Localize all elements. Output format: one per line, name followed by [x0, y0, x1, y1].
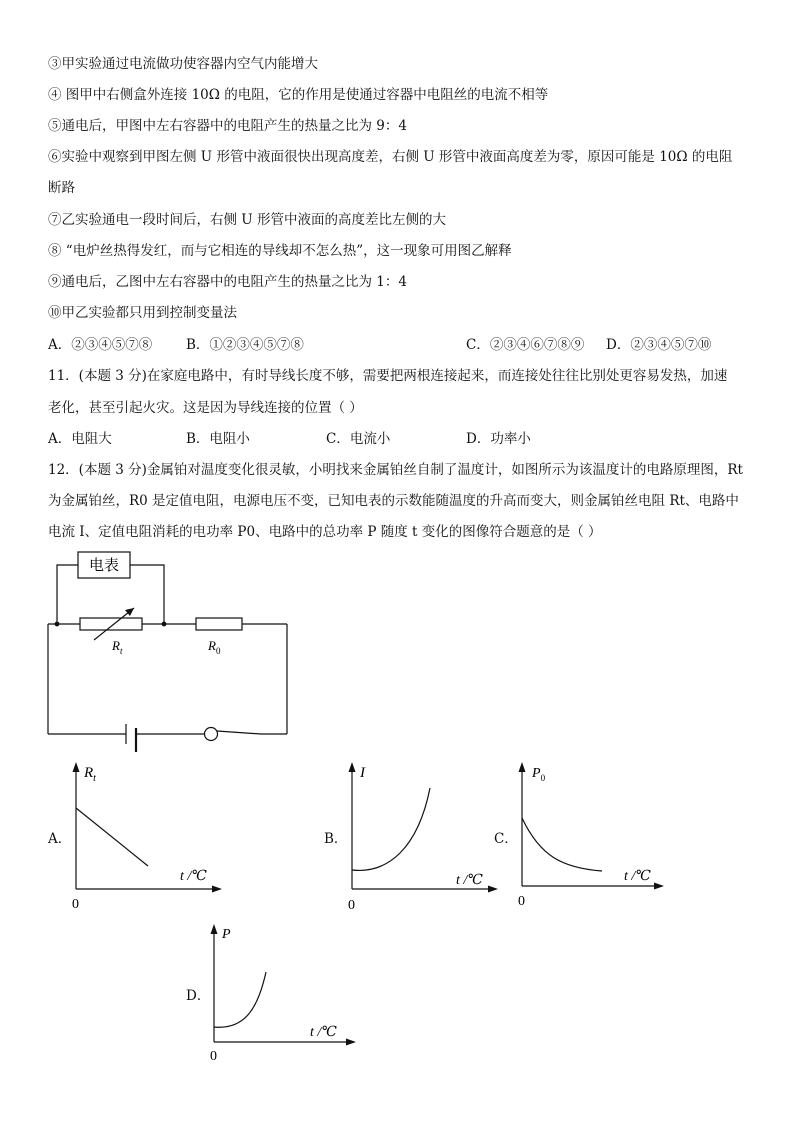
statement-9: ⑨通电后，乙图中左右容器中的电阻产生的热量之比为 1：4 [48, 274, 407, 290]
statement-5: ⑤通电后，甲图中左右容器中的电阻产生的热量之比为 9：4 [48, 118, 407, 134]
svg-text:Rt [111, 638, 123, 656]
graph-b-curve [352, 788, 430, 870]
junction-right [162, 622, 167, 627]
q12-option-d[interactable]: D． [186, 988, 211, 1004]
junction-left [55, 622, 60, 627]
circuit-diagram [40, 548, 300, 753]
graph-d [200, 920, 360, 1065]
switch-pivot [205, 728, 218, 741]
statement-10: ⑩甲乙实验都只用到控制变量法 [48, 305, 237, 321]
rt-resistor [80, 618, 142, 630]
r0-resistor [196, 618, 242, 630]
statement-6: ⑥实验中观察到甲图左侧 U 形管中液面很快出现高度差，右侧 U 形管中液面高度差为零，原因可能是 10Ω 的电阻 [48, 149, 733, 165]
graph-c-curve [522, 818, 602, 871]
r0-label: R [208, 638, 216, 653]
graph-c-xlabel: t /℃ [624, 869, 651, 884]
rt-subscript: t [119, 646, 123, 656]
graph-a [62, 758, 232, 913]
graph-c [510, 758, 670, 913]
statement-3: ③甲实验通过电流做功使容器内空气内能增大 [48, 56, 318, 72]
q11-stem-line2: 老化，甚至引起火灾。这是因为导线连接的位置（ ） [48, 400, 363, 416]
graph-c-ylabel: P [532, 766, 541, 781]
q12-stem-line3: 电流 I、定值电阻消耗的电功率 P0、电路中的总功率 P 随度 t 变化的图像符合题意的是（ ） [48, 524, 602, 540]
q11-option-a[interactable]: A．电阻大 [48, 431, 112, 447]
r0-subscript: 0 [215, 646, 221, 656]
q12-stem-line2: 为金属铂丝，R0 是定值电阻，电源电压不变，已知电表的示数能随温度的升高而变大，则金属铂丝电阻 Rt、电路中 [48, 493, 739, 509]
svg-text:P0 [531, 766, 546, 783]
switch-blade [217, 731, 261, 734]
statement-7: ⑦乙实验通电一段时间后，右侧 U 形管中液面的高度差比左侧的大 [48, 212, 446, 228]
q11-option-c[interactable]: C．电流小 [326, 431, 391, 447]
q12-option-b[interactable]: B． [324, 831, 348, 847]
q12-stem-line1: 12．(本题 3 分)金属铂对温度变化很灵敏，小明找来金属铂丝自制了温度计，如图所示为该温度计的电路原理图，Rt [48, 462, 743, 478]
q10-option-a[interactable]: A．②③④⑤⑦⑧ [48, 337, 153, 353]
statement-4: ④ 图甲中右侧盒外连接 10Ω 的电阻，它的作用是使通过容器中电阻丝的电流不相等 [48, 87, 549, 103]
graph-a-curve [76, 808, 148, 866]
graph-a-xlabel: t /℃ [180, 869, 207, 884]
graph-a-origin: 0 [72, 897, 79, 912]
graph-d-xlabel: t /℃ [310, 1025, 337, 1040]
q10-option-c[interactable]: C．②③④⑥⑦⑧⑨ [466, 337, 585, 353]
graph-d-curve [214, 972, 266, 1027]
q11-option-b[interactable]: B．电阻小 [186, 431, 250, 447]
graph-a-ylabel: R [84, 765, 94, 781]
graph-c-origin: 0 [518, 894, 525, 909]
rt-label: R [112, 638, 120, 653]
q11-stem-line1: 11．(本题 3 分)在家庭电路中，有时导线长度不够，需要把两根连接起来，而连接处往往比别处更容易发热，加速 [48, 368, 728, 384]
q12-option-c[interactable]: C． [494, 831, 518, 847]
statement-6-continued: 断路 [48, 180, 75, 196]
graph-b [338, 758, 508, 913]
statement-8: ⑧ “电炉丝热得发红，而与它相连的导线却不怎么热”，这一现象可用图乙解释 [48, 243, 512, 259]
svg-text:Rt [83, 765, 96, 784]
q12-option-a[interactable]: A． [48, 831, 72, 847]
graph-c-ysub: 0 [540, 773, 546, 783]
graph-d-origin: 0 [210, 1049, 217, 1064]
graph-a-ysub: t [93, 773, 96, 784]
graph-b-origin: 0 [348, 898, 355, 913]
graph-b-ylabel: I [360, 765, 365, 781]
graph-d-ylabel: P [222, 927, 231, 942]
svg-text:R0 [207, 638, 221, 656]
graph-b-xlabel: t /℃ [456, 873, 483, 888]
meter-label: 电表 [88, 558, 120, 574]
q11-option-d[interactable]: D．功率小 [466, 431, 531, 447]
q10-option-b[interactable]: B．①②③④⑤⑦⑧ [186, 337, 304, 353]
q10-option-d[interactable]: D．②③④⑤⑦⑩ [606, 337, 712, 353]
